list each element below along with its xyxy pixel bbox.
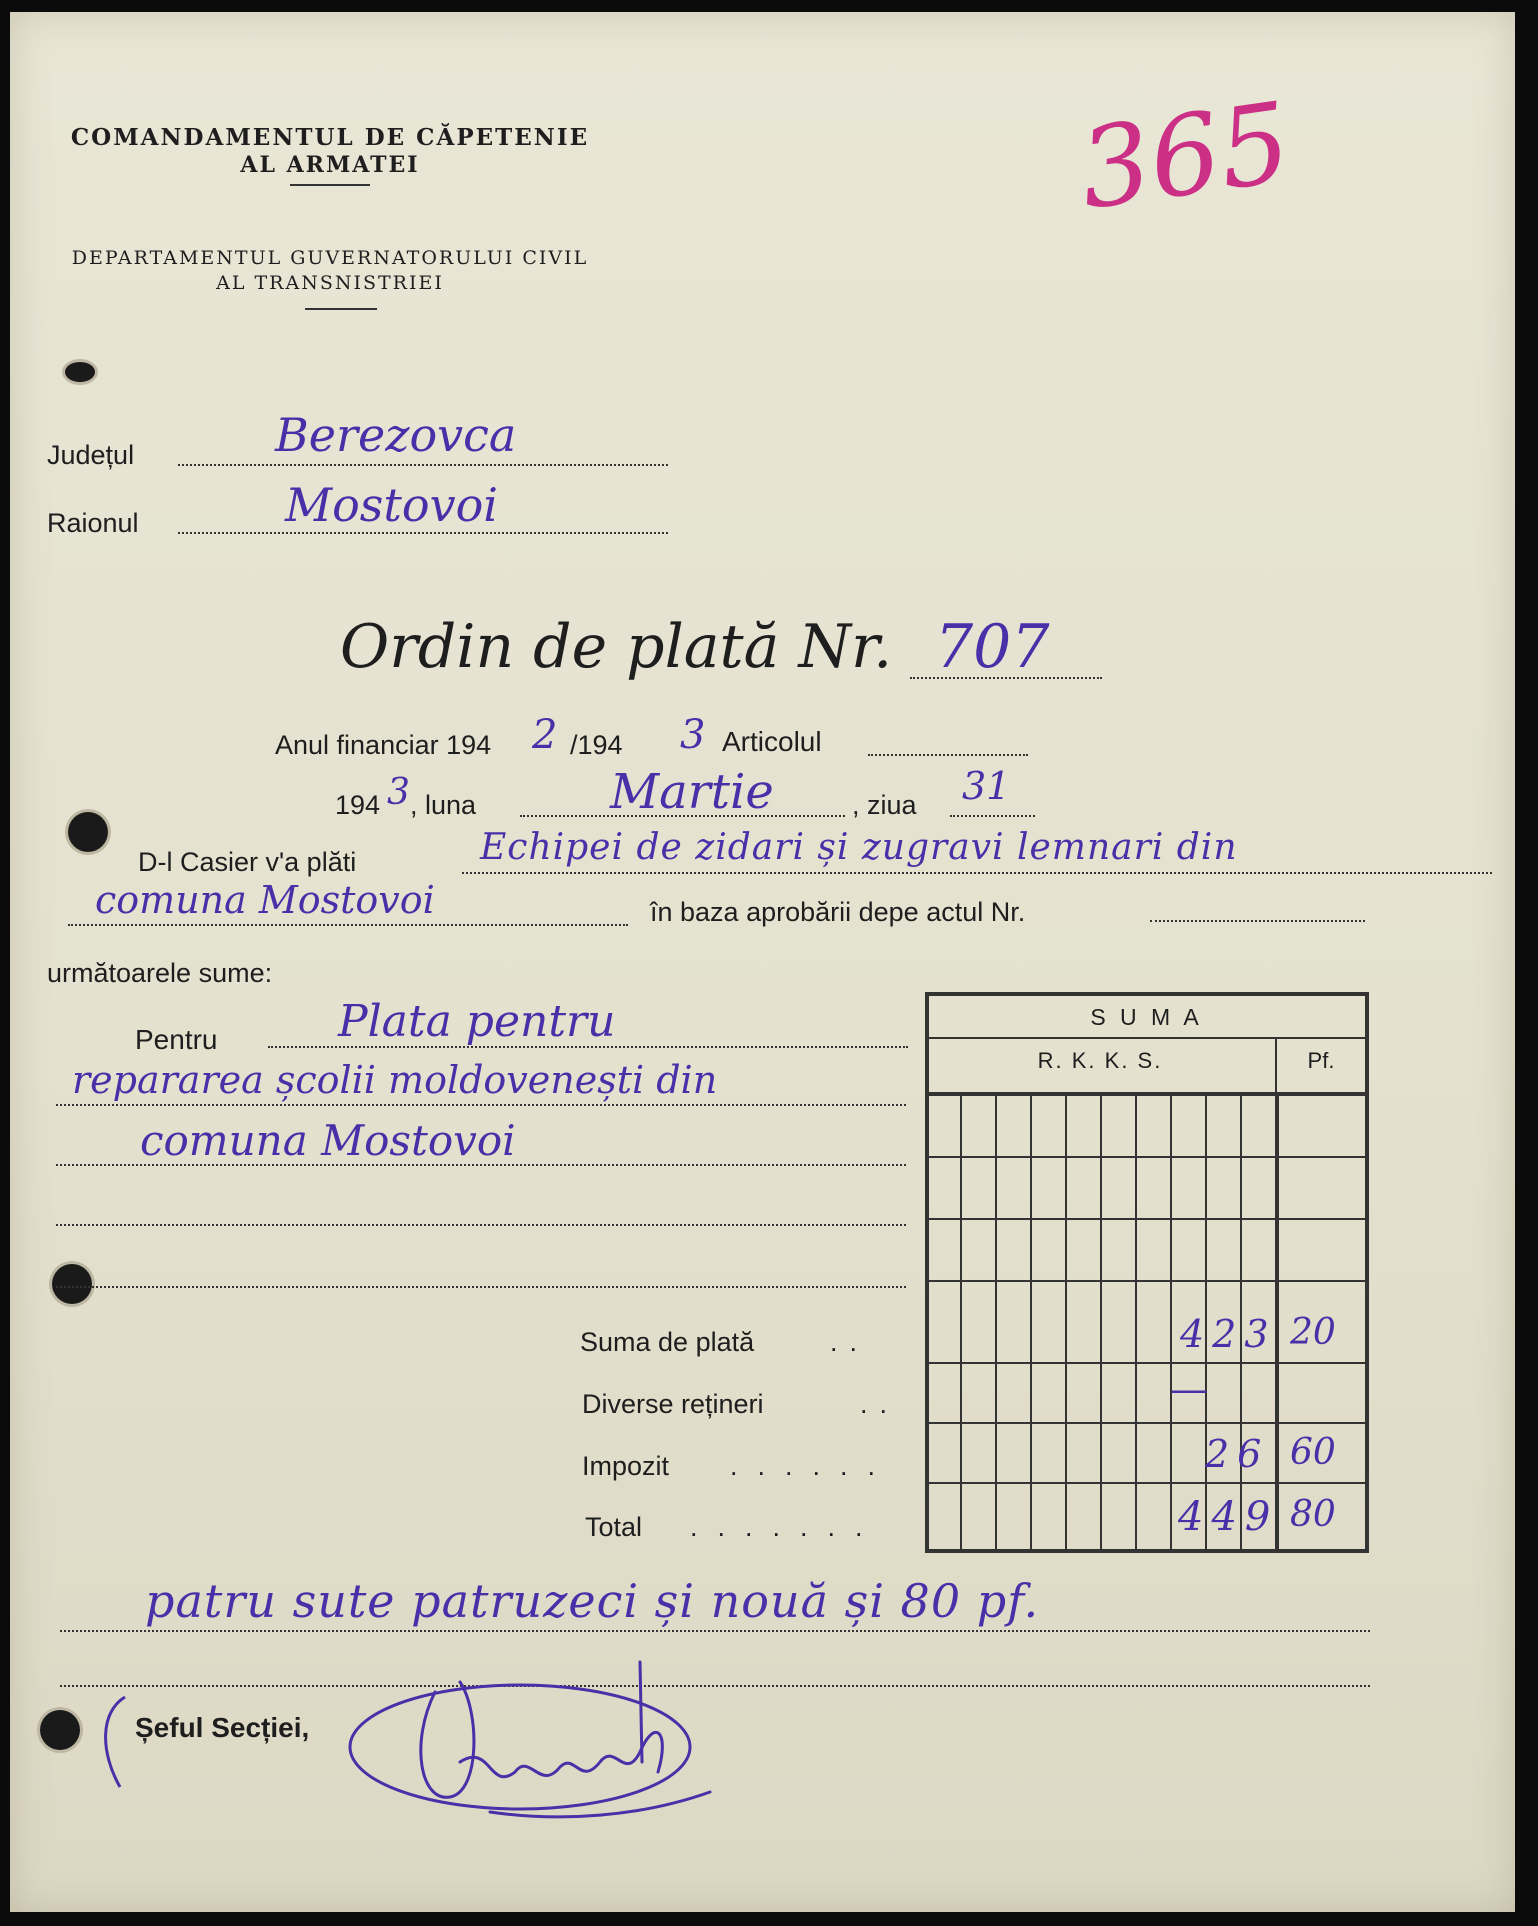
table-row-line [927, 1280, 1367, 1282]
pf-header-divider [1275, 1039, 1277, 1094]
impozit-rkks: 26 [1205, 1432, 1270, 1476]
pentru-line-5 [56, 1286, 906, 1288]
header-line-2: AL ARMATEI [240, 152, 420, 178]
archive-number: 365 [1072, 78, 1298, 234]
digit-column-line [995, 1094, 997, 1549]
suma-de-plata-pf: 20 [1290, 1312, 1336, 1353]
sef-sectiei-label: Șeful Secției, [135, 1712, 310, 1743]
digit-column-line [1100, 1094, 1102, 1549]
luna-value: Martie [610, 764, 774, 820]
leader-dots: ....... [690, 1512, 883, 1542]
header-divider-2 [305, 308, 377, 310]
punch-hole [65, 362, 95, 382]
leader-dots: .. [830, 1327, 870, 1357]
digit-column-line [1170, 1094, 1172, 1549]
judet-value: Berezovca [275, 408, 517, 462]
total-label: Total [585, 1512, 643, 1542]
digit-column-line [960, 1094, 962, 1549]
suma-de-plata-label: Suma de plată [580, 1327, 755, 1357]
header-line-1: COMANDAMENTUL DE CĂPETENIE [70, 124, 590, 151]
margin-bracket [95, 1692, 135, 1792]
pentru-line-2 [56, 1104, 906, 1106]
judet-label: Județul [47, 440, 135, 470]
payee-line-1 [462, 872, 1492, 874]
articol-label: Articolul [722, 726, 822, 757]
table-row-line [927, 1156, 1367, 1158]
pentru-value-3: comuna Mostovoi [140, 1116, 516, 1165]
table-row-line [927, 1362, 1367, 1364]
anul-label: Anul financiar 194 [275, 730, 492, 760]
table-border-right [1365, 992, 1369, 1552]
articol-line [868, 754, 1028, 756]
ziua-label: , ziua [852, 790, 917, 820]
ziua-line [950, 815, 1035, 817]
punch-hole [40, 1710, 80, 1750]
digit-column-line [1135, 1094, 1137, 1549]
judet-line [178, 464, 668, 466]
raion-line [178, 532, 668, 534]
sume-label: următoarele sume: [47, 958, 273, 988]
payee-line-2 [68, 924, 628, 926]
header-divider [290, 184, 370, 186]
ziua-value: 31 [962, 764, 1011, 808]
total-rkks: 449 [1178, 1494, 1279, 1540]
raion-value: Mostovoi [285, 478, 498, 532]
punch-hole [68, 812, 108, 852]
diverse-retineri-rkks: — [1170, 1367, 1238, 1411]
impozit-pf: 60 [1290, 1432, 1336, 1473]
aprobare-line [1150, 920, 1365, 922]
impozit-label: Impozit [582, 1451, 670, 1481]
signature [340, 1622, 740, 1832]
header-line-4: AL TRANSNISTRIEI [216, 272, 444, 294]
total-pf: 80 [1290, 1494, 1336, 1535]
anul-to: 3 [680, 712, 706, 758]
table-header-divider [927, 1037, 1367, 1039]
table-border-top [925, 992, 1368, 996]
table-row-line [927, 1218, 1367, 1220]
digit-column-line [1030, 1094, 1032, 1549]
raion-label: Raionul [47, 508, 139, 538]
order-number: 707 [935, 612, 1050, 682]
table-border-bottom [925, 1549, 1369, 1553]
leader-dots: .. [860, 1389, 900, 1419]
document-title: Ordin de plată Nr. [340, 612, 893, 682]
anul-from: 2 [532, 712, 558, 758]
aprobare-label: în baza aprobării depe actul Nr. [650, 897, 1026, 927]
pentru-line-4 [56, 1224, 906, 1226]
table-border-left [925, 992, 929, 1552]
year-prefix: 194 [335, 790, 381, 820]
leader-dots: ...... [730, 1451, 896, 1481]
pf-header: Pf. [1307, 1048, 1335, 1073]
digit-column-line [1065, 1094, 1067, 1549]
table-row-line [927, 1482, 1367, 1484]
suma-de-plata-rkks: 423 [1180, 1312, 1277, 1356]
table-row-line [927, 1422, 1367, 1424]
table-header-bottom [927, 1092, 1367, 1096]
punch-hole [52, 1264, 92, 1304]
total-in-words: patru sute patruzeci și nouă și 80 pf. [145, 1574, 1040, 1628]
pentru-value-2: repararea școlii moldovenești din [72, 1058, 718, 1102]
payee-value-1: Echipei de zidari și zugravi lemnari din [480, 827, 1238, 868]
pentru-label: Pentru [135, 1024, 218, 1055]
year-digit: 3 [387, 772, 410, 813]
header-line-3: DEPARTAMENTUL GUVERNATORULUI CIVIL [71, 247, 589, 269]
luna-label: , luna [410, 790, 477, 820]
pentru-value-1: Plata pentru [338, 996, 616, 1047]
casier-label: D-l Casier v'a plăti [138, 847, 357, 877]
payee-value-2: comuna Mostovoi [95, 878, 435, 922]
rkks-header: R. K. K. S. [1037, 1048, 1163, 1073]
diverse-retineri-label: Diverse rețineri [582, 1389, 764, 1419]
anul-separator: /194 [570, 730, 623, 760]
suma-header: S U M A [1090, 1004, 1203, 1030]
payment-order-document [10, 12, 1515, 1912]
